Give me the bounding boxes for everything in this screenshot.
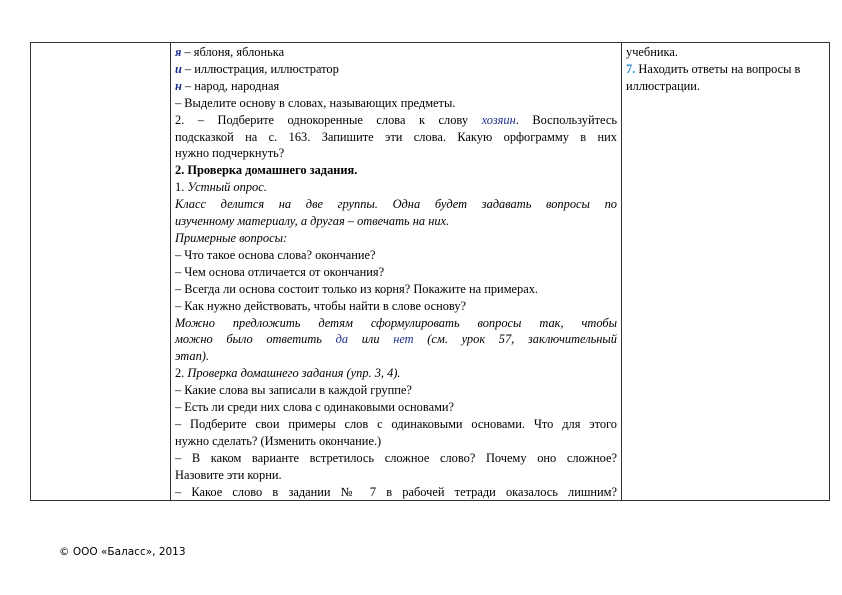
note-line: этап). <box>175 349 210 364</box>
lesson-content-cell <box>171 43 622 501</box>
step-number: 7. <box>626 61 636 76</box>
question-line: – Какие слова вы записали в каждой группе? <box>175 383 412 398</box>
section-heading: 2. Проверка домашнего задания. <box>175 163 358 178</box>
empty-left-cell <box>31 43 171 501</box>
question-line: – Всегда ли основа состоит только из корня? Покажите на примерах. <box>175 281 539 296</box>
activity-line: иллюстрации. <box>626 78 701 93</box>
subsection-heading: 2. Проверка домашнего задания (упр. 3, 4). <box>175 366 401 381</box>
question-line: – Чем основа отличается от окончания? <box>175 264 385 279</box>
question-line: нужно сделать? (Изменить окончание.) <box>175 433 382 448</box>
lesson-table <box>30 42 830 501</box>
activity-cell <box>622 43 830 501</box>
activity-line: 7. Находить ответы на вопросы в <box>626 61 801 76</box>
task-line: 2. – Подберите однокоренные слова к слову хозяин. Воспользуйтесь <box>175 112 617 127</box>
instruction-line: – Выделите основу в словах, называющих предметы. <box>175 95 456 110</box>
question-line: – Как нужно действовать, чтобы найти в слове основу? <box>175 298 467 313</box>
question-line: – Что такое основа слова? окончание? <box>175 247 376 262</box>
task-line: нужно подчеркнуть? <box>175 146 285 161</box>
highlighted-word: хозяин <box>481 112 516 127</box>
note-line: Можно предложить детям сформулировать вопросы так, чтобы <box>175 315 617 330</box>
question-line: – Подберите свои примеры слов с одинаковыми основами. Что для этого <box>175 416 617 431</box>
question-line: – Какое слово в задании № 7 в рабочей тетради оказалось лишним? <box>175 484 617 499</box>
example-line: я – яблоня, яблонька <box>175 45 285 59</box>
task-line: подсказкой на с. 163. Запишите эти слова. Какую орфограмму в них <box>175 129 617 144</box>
letter: я <box>175 45 182 59</box>
copyright-footer: © ООО «Баласс», 2013 <box>59 546 186 558</box>
subsection-heading: 1. Устный опрос. <box>175 180 267 195</box>
highlighted-word: да <box>335 332 349 347</box>
table-row <box>31 43 830 501</box>
example-line: н – народ, народная <box>175 78 280 93</box>
note-line: Примерные вопросы: <box>175 230 288 245</box>
letter: и <box>175 61 182 76</box>
highlighted-word: нет <box>393 332 414 347</box>
example-line: и – иллюстрация, иллюстратор <box>175 61 339 76</box>
letter: н <box>175 78 182 93</box>
question-line: – Есть ли среди них слова с одинаковыми основами? <box>175 400 455 415</box>
note-line: Класс делится на две группы. Одна будет задавать вопросы по <box>175 197 617 212</box>
question-line: Назовите эти корни. <box>175 467 282 482</box>
activity-line: учебника. <box>626 45 678 59</box>
note-line: изученному материалу, а другая – отвечать на них. <box>175 214 450 229</box>
note-line: можно было ответить да или нет (см. урок 57, заключительный <box>175 332 617 347</box>
question-line: – В каком варианте встретилось сложное слово? Почему оно сложное? <box>175 450 617 465</box>
